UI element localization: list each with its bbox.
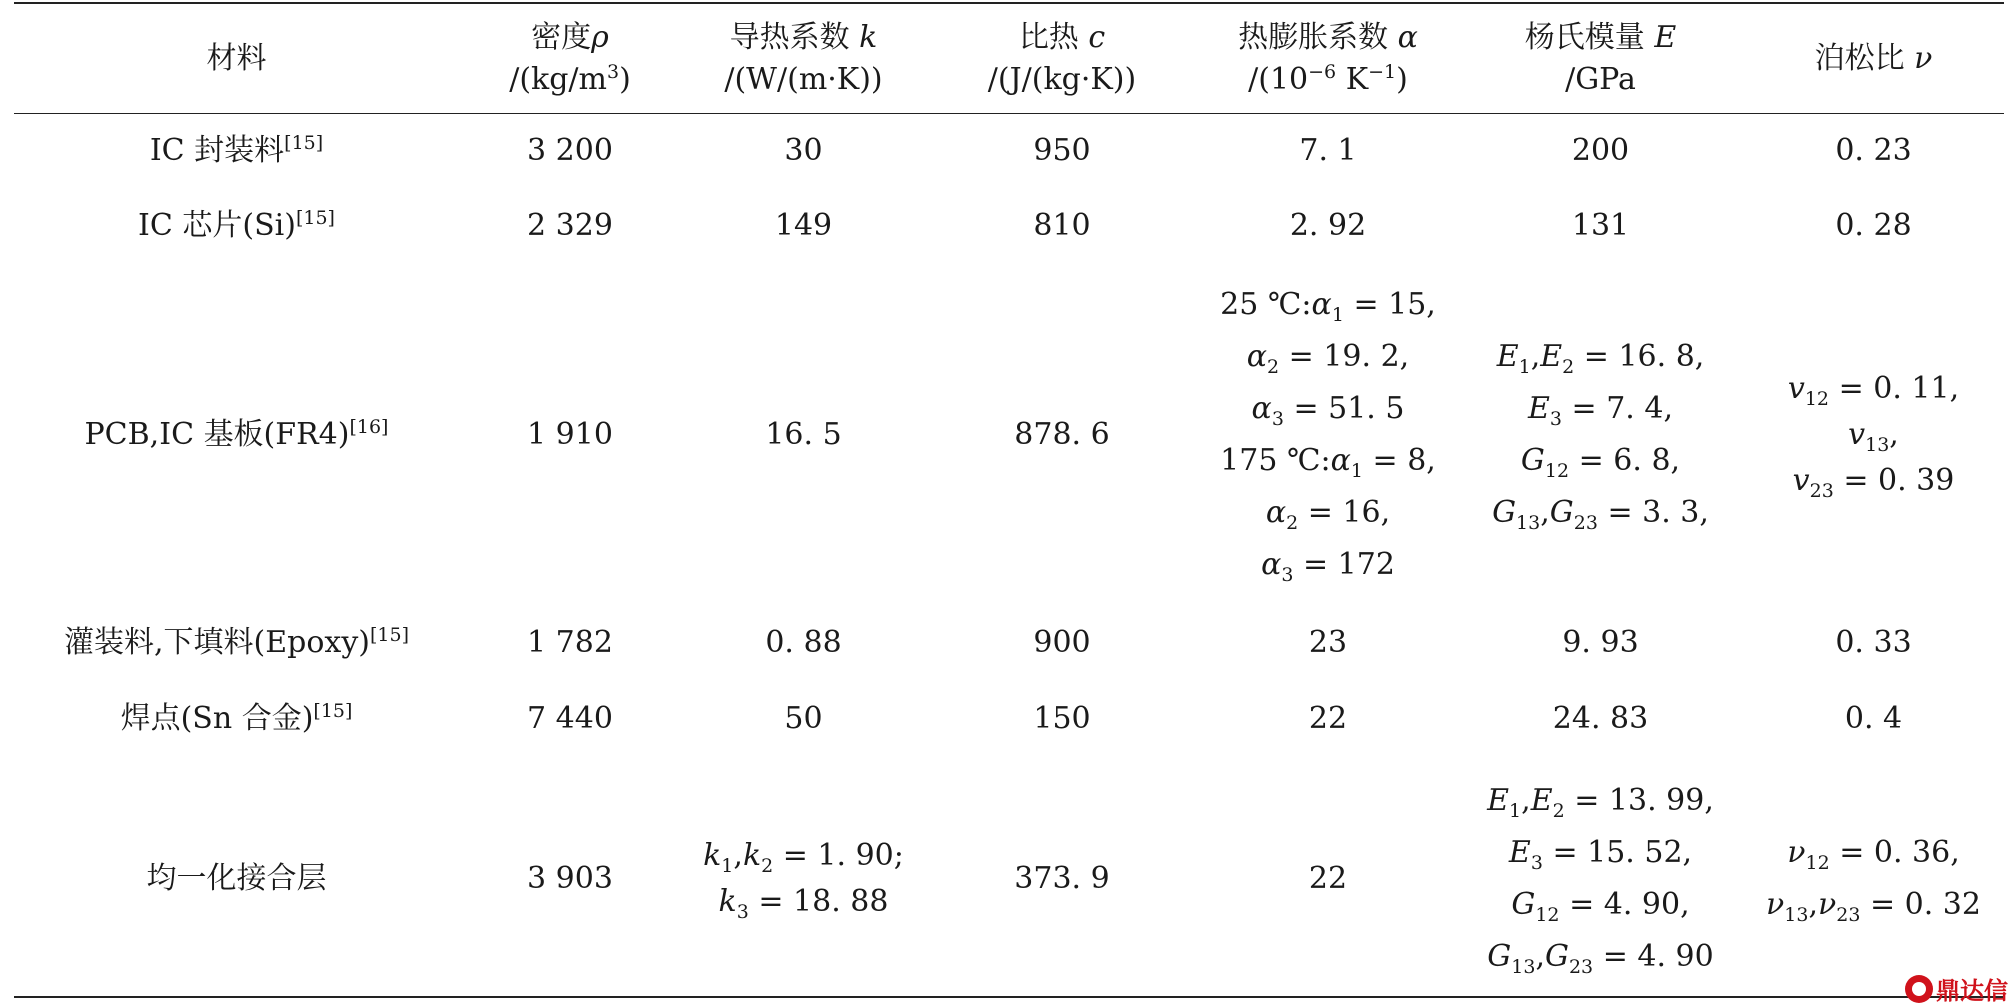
header-expansion: 热膨胀系数 α $/(10^{-6}$ $K^{-1}$) [1238, 19, 1418, 97]
cell-expansion: 22 [1308, 701, 1348, 736]
cell-specific-heat: 900 [1033, 625, 1091, 660]
cell-poisson: 0. 28 [1835, 208, 1912, 243]
table-header-row [14, 4, 2004, 113]
cell-conductivity: 0. 88 [765, 625, 842, 660]
logo-mark-icon [1905, 975, 1933, 1003]
cell-conductivity: 149 [774, 208, 833, 243]
cell-modulus: 9. 93 [1562, 625, 1639, 660]
header-modulus: 杨氏模量 E /GPa [1524, 19, 1677, 97]
cell-poisson: $v_{12} = 0$. 11, $v_{13}$, $v_{23} = 0$. 39 [1787, 371, 1960, 502]
cell-density: 1 910 [527, 417, 613, 452]
cell-poisson: 0. 23 [1835, 133, 1912, 168]
watermark-text: 鼎达信 [1936, 977, 2008, 1005]
cell-specific-heat: 950 [1033, 133, 1091, 168]
cell-material: IC 芯片(Si)[15] [138, 207, 335, 243]
cell-expansion: 22 [1308, 861, 1348, 896]
cell-material: 焊点(Sn 合金)[15] [120, 700, 353, 736]
cell-modulus: 24. 83 [1552, 701, 1649, 736]
cell-conductivity: 30 [784, 133, 823, 168]
cell-modulus: $E_1,E_2 = 13$. 99, $E_3 = 15$. 52, $G_{12} = 4$. 90, $G_{13},G_{23} = 4$. 90 [1487, 783, 1714, 978]
cell-expansion: 7. 1 [1299, 133, 1357, 168]
cell-poisson: $\nu_{12} = 0$. 36, $\nu_{13},\nu_{23} = 0$. 32 [1766, 835, 1981, 926]
cell-density: 1 782 [527, 625, 613, 660]
cell-expansion: 2. 92 [1289, 208, 1367, 243]
cell-density: 2 329 [527, 208, 613, 243]
cell-modulus: 131 [1571, 208, 1630, 243]
table-row [14, 275, 2004, 595]
cell-specific-heat: 878. 6 [1014, 417, 1110, 452]
cell-density: 7 440 [527, 701, 613, 736]
cell-conductivity: 50 [784, 701, 823, 736]
header-specific-heat: 比热 c /(J/(kg·K)) [987, 19, 1137, 97]
cell-expansion: 23 [1308, 625, 1348, 660]
cell-poisson: 0. 33 [1835, 625, 1912, 660]
cell-density: 3 903 [527, 861, 613, 896]
table-row [14, 768, 2004, 990]
table-row [14, 612, 2004, 674]
cell-conductivity: $k_1,k_2 = 1$. 90; $k_3 = 18$. 88 [703, 838, 904, 923]
header-density: 密度ρ $/(kg/m^3)$ [509, 19, 631, 97]
cell-material: IC 封装料[15] [149, 132, 324, 168]
table-row [14, 120, 2004, 182]
cell-conductivity: 16. 5 [765, 417, 842, 452]
cell-specific-heat: 373. 9 [1014, 861, 1110, 896]
cell-modulus: $E_1,E_2 = 16$. 8, $E_3 = 7$. 4, $G_{12} = 6$. 8, $G_{13},G_{23} = 3$. 3, [1492, 339, 1709, 534]
cell-material: 均一化接合层 [146, 861, 327, 896]
cell-specific-heat: 150 [1033, 701, 1091, 736]
cell-modulus: 200 [1571, 133, 1630, 168]
table-header-rule [14, 113, 2004, 114]
cell-material: PCB,IC 基板(FR4)[16] [84, 416, 389, 452]
table-row [14, 195, 2004, 257]
cell-specific-heat: 810 [1033, 208, 1091, 243]
watermark-logo [1905, 971, 2008, 1006]
table-row [14, 688, 2004, 750]
cell-poisson: 0. 4 [1844, 701, 1903, 736]
header-material: 材料 [206, 40, 267, 76]
header-poisson: 泊松比 ν [1814, 40, 1933, 76]
cell-material: 灌装料,下填料(Epoxy)[15] [64, 624, 409, 660]
table-bottom-rule [14, 996, 2004, 998]
header-conductivity: 导热系数 k /(W/(m·K)) [724, 19, 883, 97]
cell-density: 3 200 [527, 133, 613, 168]
cell-expansion: 25 $℃:\alpha_1 = 15$, $\alpha_2 = 19$. 2, $\alpha_3 = 51$. 5 175 $℃:\alpha_1 = 8$, $\alpha_2 = 16$, $\alpha_3 = 172$ [1220, 287, 1436, 586]
